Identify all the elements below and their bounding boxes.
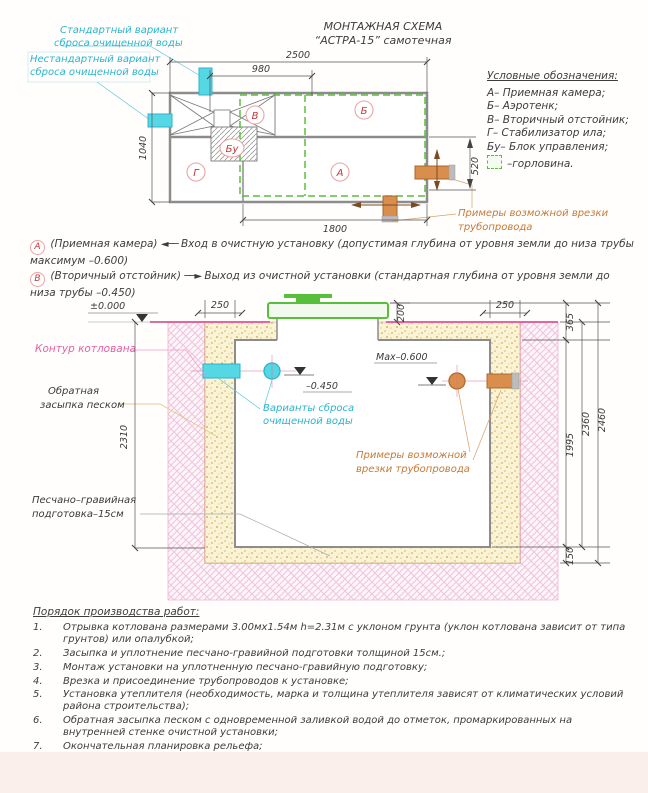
item-num: 3.: [33, 661, 43, 673]
legend-item-a: А– Приемная камера;: [487, 86, 606, 99]
dim-shoulder: 365: [565, 312, 576, 332]
dim-bedding: 150: [565, 546, 576, 566]
level-outlet: –0.450: [306, 381, 338, 392]
drawing-title: [268, 20, 498, 48]
nonstandard-discharge-l1: Нестандартный вариант: [30, 54, 161, 65]
bottom-strip: [0, 752, 648, 793]
dim-pit-left: 2310: [119, 424, 130, 450]
level-inlet-max: Max–0.600: [376, 352, 428, 363]
legend-neck-label: –горловина.: [507, 157, 574, 170]
letter-g: Г: [193, 168, 199, 179]
plan-dim-total: 2500: [285, 50, 311, 61]
item-text: Засыпка и уплотнение песчано-гравийной подготовки толщиной 15см.;: [63, 648, 446, 660]
backfill-label-l2: засыпка песком: [40, 400, 125, 411]
standard-discharge-l2: сброса очищенной воды: [54, 37, 183, 49]
nonstandard-discharge-label: [30, 54, 190, 79]
note-outlet-letter: В: [30, 272, 45, 287]
neck-symbol-icon: [487, 155, 502, 169]
dim-total-depth: 2460: [597, 407, 608, 433]
standard-discharge-l1: Стандартный вариант: [60, 25, 179, 36]
level-zero: ±0.000: [90, 301, 126, 312]
note-outlet: [30, 270, 638, 301]
item-text: Обратная засыпка песком с одновременной заливкой водой до отметок, промаркированных на внутренней стенке очистной установки;: [63, 715, 573, 739]
zero-level-mark: [88, 313, 168, 322]
item-text: Установка утеплителя (необходимость, марка и толщина утеплителя зависят от климатических условий района строительства);: [63, 689, 624, 713]
item-num: 5.: [33, 689, 43, 701]
bedding-label-l1: Песчано–гравийная: [32, 495, 137, 506]
pit-contour-label: Контур котлована: [35, 343, 137, 355]
legend: [487, 70, 645, 171]
dim-lid: 200: [396, 303, 407, 323]
note-inlet-name: (Приемная камера): [50, 238, 158, 250]
note-inlet-letter: А: [30, 240, 45, 255]
item-num: 4.: [33, 675, 43, 687]
section-inlet-l1: Примеры возможной: [356, 450, 467, 461]
section-inlet-l2: врезки трубопровода: [356, 464, 470, 475]
title-line2: “АСТРА-15” самотечная: [314, 34, 452, 47]
section-discharge-l1: Варианты сброса: [263, 403, 355, 414]
plan-dim-right: 520: [470, 156, 481, 176]
title-line1: МОНТАЖНАЯ СХЕМА: [323, 20, 443, 33]
section-view: [32, 294, 610, 600]
note-outlet-name: (Вторичный отстойник): [50, 269, 181, 282]
note-inlet-text: Вход в очистную установку (допустимая глубина от уровня земли до низа трубы максимум –0.600): [30, 238, 634, 267]
letter-v: В: [251, 111, 259, 122]
item-text: Окончательная планировка рельефа;: [63, 741, 263, 753]
dim-sand-right: 250: [495, 300, 515, 311]
dim-inner: 1995: [565, 432, 576, 458]
item-text: Врезка и присоединение трубопроводов к установке;: [63, 675, 349, 687]
worklist-item: [33, 689, 635, 713]
worklist-item: [33, 622, 635, 646]
work-order-list: [33, 606, 635, 768]
io-notes: [30, 238, 638, 301]
worklist-item: [33, 676, 635, 688]
item-num: 6.: [33, 715, 43, 727]
item-text: Монтаж установки на уплотненную песчано-гравийную подготовку;: [63, 661, 428, 673]
letter-bu: Бу: [225, 144, 239, 155]
plan-dim-neck: 980: [251, 64, 271, 75]
bedding-label-l2: подготовка–15см: [32, 509, 124, 520]
section-discharge-l2: очищенной воды: [263, 416, 353, 427]
item-text: Отрывка котлована размерами 3.00мх1.54м h=2.31м с уклоном грунта (уклон котлована зависит от типа грунтов) или опалубкой;: [63, 622, 626, 646]
arrow-left-icon: ◄──: [160, 239, 178, 250]
legend-title: Условные обозначения:: [487, 70, 618, 82]
legend-item-neck: [487, 155, 645, 172]
letter-a: А: [336, 168, 344, 179]
item-num: 2.: [33, 648, 43, 660]
plan-inlet-note-l1: Примеры возможной врезки: [458, 208, 609, 219]
plan-dim-bottom: 1800: [322, 224, 348, 235]
arrow-right-icon: ──►: [184, 270, 202, 282]
legend-item-bu: Бу– Блок управления;: [487, 140, 609, 153]
worklist-title: Порядок производства работ:: [33, 606, 200, 618]
backfill-label-l1: Обратная: [48, 386, 100, 397]
worklist-item: [33, 715, 635, 739]
nonstandard-discharge-l2: сброса очищенной воды: [30, 66, 159, 78]
legend-item-g: Г– Стабилизатор ила;: [487, 127, 607, 140]
note-inlet: [30, 238, 638, 269]
worklist-item: [33, 662, 635, 674]
item-num: 7.: [33, 741, 43, 753]
standard-discharge-label: [54, 25, 220, 50]
letter-b: Б: [360, 106, 368, 117]
legend-item-b: Б– Аэротенк;: [487, 100, 559, 113]
plan-inlet-note-l2: трубопровода: [458, 222, 533, 233]
legend-item-v: В– Вторичный отстойник;: [487, 113, 629, 126]
dim-mid: 2360: [581, 411, 592, 437]
plan-tank-outline: [170, 93, 427, 202]
worklist-item: [33, 648, 635, 660]
item-num: 1.: [33, 622, 43, 634]
plan-dim-left: 1040: [138, 135, 149, 161]
dim-sand-left: 250: [210, 300, 230, 311]
note-outlet-text: Выход из очистной установки (стандартная глубина от уровня земли до низа трубы –0.450): [30, 269, 610, 299]
